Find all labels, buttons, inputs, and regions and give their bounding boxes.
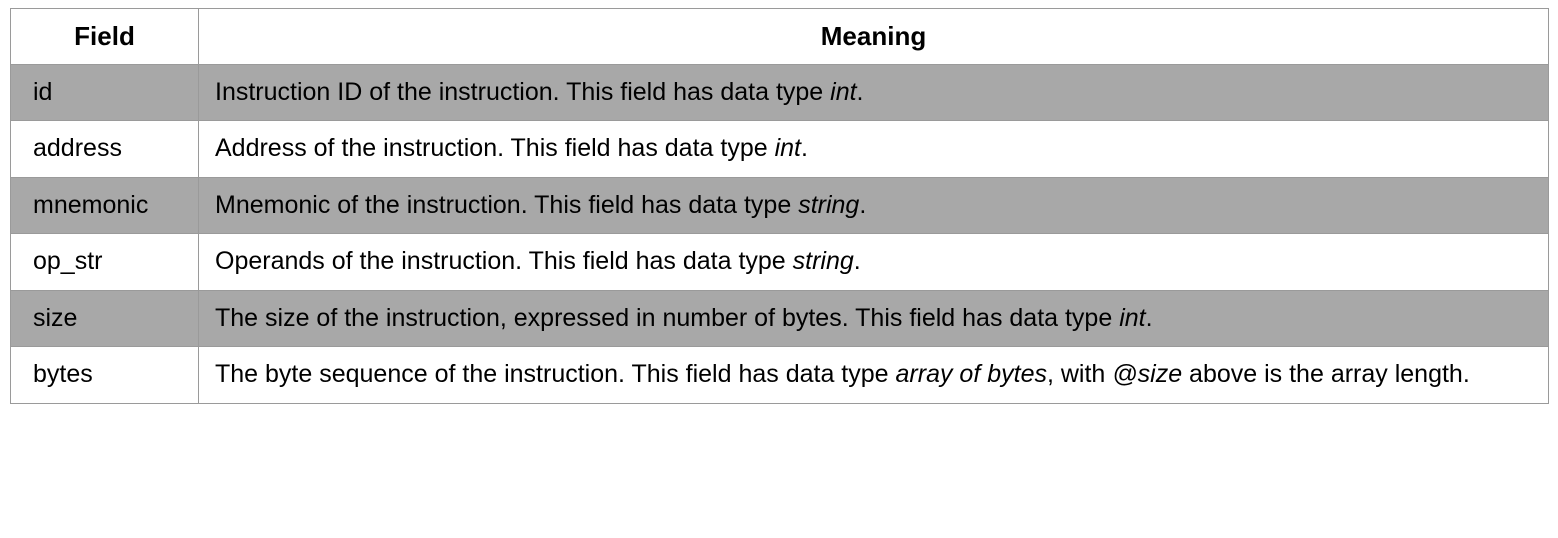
table-row — [11, 177, 1549, 234]
meaning-emphasis: int — [774, 134, 801, 163]
field-name-cell: mnemonic — [11, 177, 199, 234]
field-meaning-cell — [199, 177, 1549, 234]
table-row — [11, 64, 1549, 121]
meaning-text: Instruction ID of the instruction. This field has data type — [215, 77, 831, 106]
field-name-cell: id — [11, 64, 199, 121]
field-name-cell: address — [11, 121, 199, 178]
meaning-text: . — [800, 134, 808, 163]
meaning-emphasis: int — [1119, 303, 1146, 332]
instruction-fields-table — [10, 8, 1549, 404]
field-name-cell: op_str — [11, 234, 199, 291]
meaning-emphasis: array of bytes — [895, 360, 1047, 389]
field-meaning-cell — [199, 121, 1549, 178]
meaning-emphasis: string — [792, 247, 854, 276]
field-meaning-cell — [199, 64, 1549, 121]
field-meaning-cell — [199, 347, 1549, 404]
meaning-text: Mnemonic of the instruction. This field has data type — [215, 190, 799, 219]
field-meaning-cell — [199, 290, 1549, 347]
meaning-text: . — [1145, 303, 1153, 332]
table-header — [11, 9, 1549, 65]
table-row — [11, 121, 1549, 178]
field-name-cell: size — [11, 290, 199, 347]
table-row — [11, 234, 1549, 291]
field-meaning-cell — [199, 234, 1549, 291]
meaning-text: Operands of the instruction. This field has data type — [215, 247, 793, 276]
table-header-row — [11, 9, 1549, 65]
meaning-text: The size of the instruction, expressed in number of bytes. This field has data type — [215, 303, 1120, 332]
meaning-text: . — [853, 247, 861, 276]
meaning-emphasis: @size — [1112, 360, 1183, 389]
meaning-text: . — [859, 190, 867, 219]
meaning-emphasis: string — [798, 190, 860, 219]
meaning-text: The byte sequence of the instruction. This field has data type — [215, 360, 896, 389]
meaning-emphasis: int — [830, 77, 857, 106]
field-name-cell: bytes — [11, 347, 199, 404]
table-body — [11, 64, 1549, 403]
table-row — [11, 290, 1549, 347]
column-header-field: Field — [11, 9, 199, 65]
meaning-text: , with — [1046, 360, 1113, 389]
table-row — [11, 347, 1549, 404]
meaning-text: Address of the instruction. This field has data type — [215, 134, 775, 163]
meaning-text: . — [856, 77, 864, 106]
meaning-text: above is the array length. — [1182, 360, 1470, 389]
column-header-meaning: Meaning — [199, 9, 1549, 65]
